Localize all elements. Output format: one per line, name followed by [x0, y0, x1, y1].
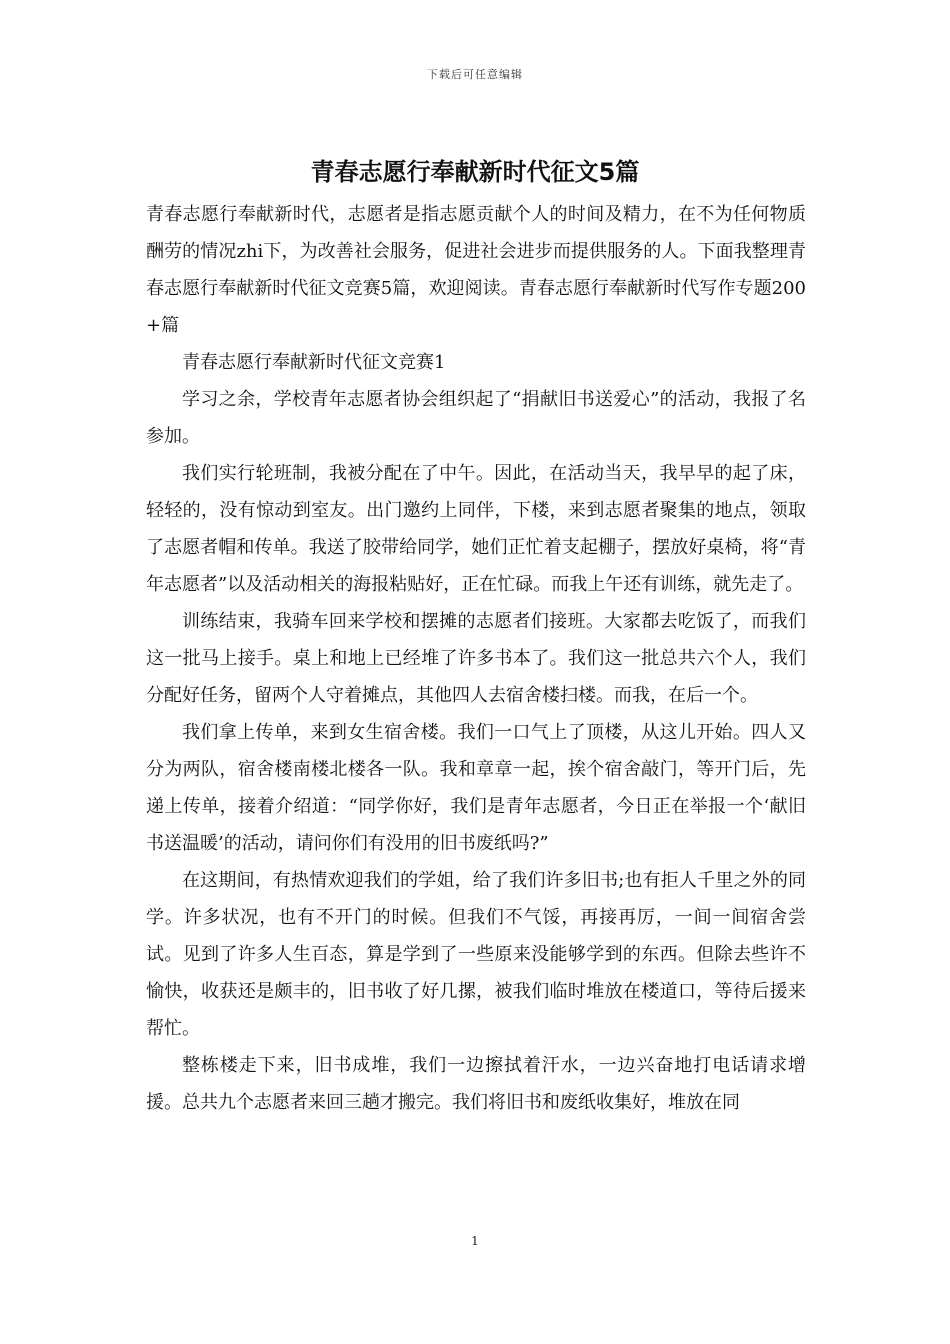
intro-paragraph: 青春志愿行奉献新时代，志愿者是指志愿贡献个人的时间及精力，在不为任何物质酬劳的情况zhi下，为改善社会服务，促进社会进步而提供服务的人。下面我整理青春志愿行奉献新时代征文竞赛5篇，欢迎阅读。青春志愿行奉献新时代写作专题200+篇 [146, 204, 806, 336]
body-paragraph: 学习之余，学校青年志愿者协会组织起了“捐献旧书送爱心”的活动，我报了名参加。 [146, 389, 806, 447]
body-paragraph: 整栋楼走下来，旧书成堆，我们一边擦拭着汗水，一边兴奋地打电话请求增援。总共九个志愿者来回三趟才搬完。我们将旧书和废纸收集好，堆放在同 [146, 1055, 806, 1113]
body-paragraph: 在这期间，有热情欢迎我们的学姐，给了我们许多旧书;也有拒人千里之外的同学。许多状况，也有不开门的时候。但我们不气馁，再接再厉，一间一间宿舍尝试。见到了许多人生百态，算是学到了一些原来没能够学到的东西。但除去些许不愉快，收获还是颇丰的，旧书收了好几摞，被我们临时堆放在楼道口，等待后援来帮忙。 [146, 870, 806, 1039]
body-paragraph: 我们实行轮班制，我被分配在了中午。因此，在活动当天，我早早的起了床，轻轻的，没有惊动到室友。出门邀约上同伴，下楼，来到志愿者聚集的地点，领取了志愿者帽和传单。我送了胶带给同学，她们正忙着支起棚子，摆放好桌椅，将“青年志愿者”以及活动相关的海报粘贴好，正在忙碌。而我上午还有训练，就先走了。 [146, 463, 806, 595]
page-number: 1 [471, 1234, 479, 1248]
page-header: 下载后可任意编辑 [427, 68, 523, 81]
document-title: 青春志愿行奉献新时代征文5篇 [310, 158, 640, 186]
body-paragraph: 训练结束，我骑车回来学校和摆摊的志愿者们接班。大家都去吃饭了，而我们这一批马上接手。桌上和地上已经堆了许多书本了。我们这一批总共六个人，我们分配好任务，留两个人守着摊点，其他四人去宿舍楼扫楼。而我，在后一个。 [146, 611, 806, 706]
section-heading: 青春志愿行奉献新时代征文竞赛1 [182, 352, 446, 373]
document-body [146, 196, 806, 1121]
body-paragraph: 我们拿上传单，来到女生宿舍楼。我们一口气上了顶楼，从这儿开始。四人又分为两队，宿舍楼南楼北楼各一队。我和章章一起，挨个宿舍敲门，等开门后，先递上传单，接着介绍道：“同学你好，我们是青年志愿者，今日正在举报一个‘献旧书送温暖’的活动，请问你们有没用的旧书废纸吗?” [146, 722, 806, 854]
